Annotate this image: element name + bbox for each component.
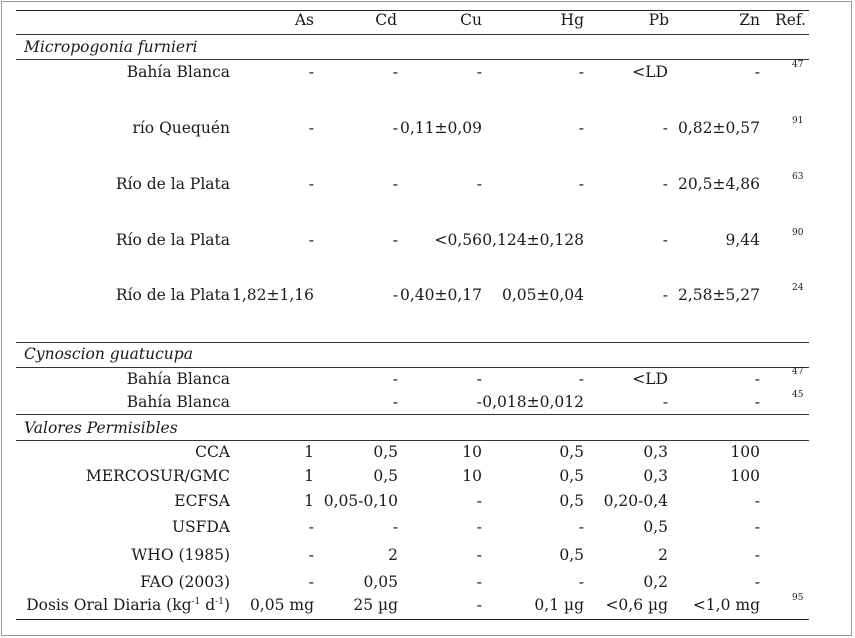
section-rule-2 (16, 367, 809, 368)
cell-hg: - (578, 175, 584, 193)
cell-hg: 0,05±0,04 (501, 286, 584, 304)
cell-pb: - (662, 175, 668, 193)
cell-cu: - (476, 63, 482, 81)
cell-as: - (308, 119, 314, 137)
row-label: CCA (195, 443, 230, 461)
row-label: Bahía Blanca (126, 63, 230, 81)
cell-cd: 0,5 (373, 443, 398, 461)
cell-pb: 0,3 (643, 467, 668, 485)
cell-hg: 0,018±0,012 (482, 393, 584, 411)
cell-pb: 0,5 (643, 518, 668, 536)
cell-as: 1 (304, 467, 314, 485)
bottom-rule (16, 619, 809, 620)
cell-zn: <1,0 mg (692, 596, 760, 614)
header-rule (16, 34, 809, 35)
table-frame (1, 1, 852, 636)
cell-zn: - (754, 63, 760, 81)
cell-zn: 20,5±4,86 (677, 175, 760, 193)
cell-hg: - (578, 370, 584, 388)
unit-exponent: -1 (215, 596, 224, 607)
cell-cu: - (476, 596, 482, 614)
column-header-zn: Zn (739, 11, 760, 29)
reference-number: 47 (792, 367, 804, 377)
section-rule-2-top (16, 342, 809, 343)
reference-number: 91 (792, 116, 804, 126)
cell-pb: <LD (632, 63, 668, 81)
cell-cd: - (392, 119, 398, 137)
row-label-part: ) (223, 596, 230, 614)
cell-pb: - (662, 286, 668, 304)
cell-cd: 0,5 (373, 467, 398, 485)
cell-zn: - (754, 370, 760, 388)
cell-zn: - (754, 546, 760, 564)
cell-cu: - (476, 492, 482, 510)
cell-pb: 0,3 (643, 443, 668, 461)
cell-cu: 10 (462, 443, 482, 461)
cell-zn: 100 (730, 467, 760, 485)
cell-zn: - (754, 573, 760, 591)
reference-number: 90 (792, 228, 804, 238)
cell-hg: - (578, 518, 584, 536)
cell-cd: - (392, 393, 398, 411)
cell-as: - (308, 63, 314, 81)
cell-as: - (308, 175, 314, 193)
cell-pb: - (662, 231, 668, 249)
cell-cu: - (476, 370, 482, 388)
row-label: USFDA (171, 518, 230, 536)
section-rule-3-top (16, 414, 809, 415)
cell-as: - (308, 573, 314, 591)
cell-cd: - (392, 63, 398, 81)
cell-hg: 0,5 (559, 443, 584, 461)
cell-as: - (308, 546, 314, 564)
cell-pb: <0,6 µg (605, 596, 668, 614)
row-label: FAO (2003) (140, 573, 230, 591)
cell-hg: - (578, 119, 584, 137)
cell-as: - (308, 231, 314, 249)
top-rule (16, 10, 809, 11)
unit-exponent: -1 (191, 596, 201, 607)
row-label-part: d (200, 596, 216, 614)
cell-cu: - (476, 175, 482, 193)
cell-cd: - (392, 370, 398, 388)
row-label: Río de la Plata (115, 231, 230, 249)
cell-cu: - (476, 573, 482, 591)
column-header-pb: Pb (648, 11, 669, 29)
reference-number: 63 (792, 172, 804, 182)
cell-as: 0,05 mg (249, 596, 314, 614)
column-header-cd: Cd (375, 11, 397, 29)
cell-cd: 0,05-0,10 (323, 492, 398, 510)
row-label: río Quequén (132, 119, 230, 137)
cell-zn: - (754, 518, 760, 536)
cell-cu: 10 (462, 467, 482, 485)
reference-number: 24 (792, 283, 804, 293)
section-title-micropogonia: Micropogonia furnieri (24, 38, 198, 56)
cell-cu: - (476, 518, 482, 536)
cell-zn: 9,44 (725, 231, 760, 249)
cell-cd: - (392, 175, 398, 193)
cell-cu: 0,40±0,17 (399, 286, 482, 304)
cell-hg: 0,1 µg (534, 596, 584, 614)
section-title-cynoscion: Cynoscion guatucupa (24, 345, 193, 363)
reference-number: 45 (792, 390, 804, 400)
cell-zn: 0,82±0,57 (677, 119, 760, 137)
reference-number: 95 (792, 593, 804, 603)
cell-zn: 2,58±5,27 (677, 286, 760, 304)
cell-pb: 0,2 (643, 573, 668, 591)
cell-cd: 2 (388, 546, 398, 564)
cell-cd: - (392, 286, 398, 304)
cell-cd: 25 µg (353, 596, 398, 614)
reference-number: 47 (792, 60, 804, 70)
cell-as: 1,82±1,16 (231, 286, 314, 304)
cell-pb: <LD (632, 370, 668, 388)
row-label-part: Dosis Oral Diaria (kg (26, 596, 192, 614)
cell-cd: - (392, 231, 398, 249)
row-label: WHO (1985) (131, 546, 230, 564)
cell-hg: - (578, 63, 584, 81)
cell-hg: 0,5 (559, 546, 584, 564)
row-label: Río de la Plata (115, 286, 230, 304)
cell-cu: <0,56 (434, 231, 482, 249)
row-label: Bahía Blanca (126, 393, 230, 411)
row-label: ECFSA (174, 492, 230, 510)
section-rule-3 (16, 440, 809, 441)
column-header-cu: Cu (460, 11, 482, 29)
section-title-valores: Valores Permisibles (24, 419, 178, 437)
cell-zn: 100 (730, 443, 760, 461)
cell-cd: 0,05 (363, 573, 398, 591)
cell-hg: - (578, 573, 584, 591)
cell-cd: - (392, 518, 398, 536)
cell-pb: - (662, 393, 668, 411)
cell-cu: - (476, 393, 482, 411)
section-rule-1 (16, 59, 809, 60)
cell-pb: 2 (658, 546, 668, 564)
row-label: MERCOSUR/GMC (85, 467, 230, 485)
cell-zn: - (754, 492, 760, 510)
column-header-as: As (294, 11, 314, 29)
row-label: Río de la Plata (115, 175, 230, 193)
cell-pb: 0,20-0,4 (603, 492, 668, 510)
cell-hg: 0,124±0,128 (482, 231, 584, 249)
cell-cu: 0,11±0,09 (399, 119, 482, 137)
cell-cu: - (476, 546, 482, 564)
cell-as: 1 (304, 492, 314, 510)
cell-pb: - (662, 119, 668, 137)
cell-hg: 0,5 (559, 492, 584, 510)
cell-hg: 0,5 (559, 467, 584, 485)
cell-as: 1 (304, 443, 314, 461)
column-header-ref: Ref. (775, 11, 806, 29)
cell-zn: - (754, 393, 760, 411)
column-header-hg: Hg (560, 11, 584, 29)
row-label: Bahía Blanca (126, 370, 230, 388)
cell-as: - (308, 518, 314, 536)
